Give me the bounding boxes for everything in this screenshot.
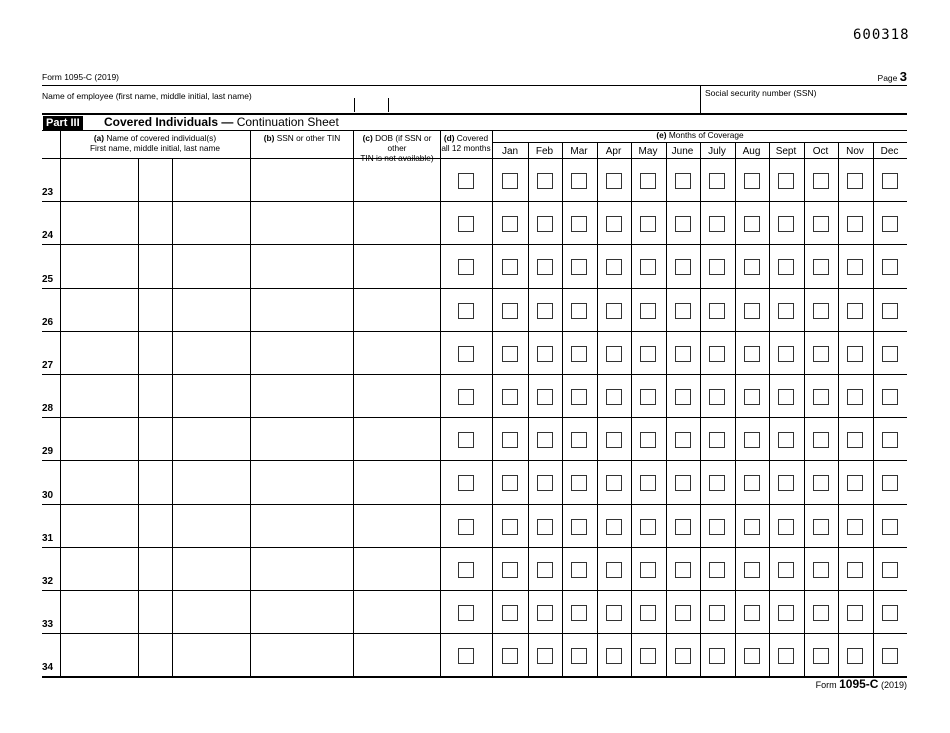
month-checkbox-oct[interactable] [813,605,829,621]
month-checkbox-feb[interactable] [537,389,553,405]
month-checkbox-may[interactable] [640,303,656,319]
month-label-aug: Aug [742,146,761,157]
month-checkbox-nov[interactable] [847,389,863,405]
form-identifier: Form 1095-C (2019) [42,72,120,82]
covered-all-12-months-checkbox[interactable] [458,648,474,664]
employee-name-field[interactable] [390,98,699,112]
dob-field[interactable] [354,375,439,416]
column-divider [597,142,598,676]
month-checkbox-oct[interactable] [813,389,829,405]
month-checkbox-mar[interactable] [571,389,587,405]
row-rule [42,244,907,245]
month-checkbox-july[interactable] [709,432,725,448]
month-checkbox-dec[interactable] [882,605,898,621]
month-checkbox-sept[interactable] [778,346,794,362]
month-checkbox-sept[interactable] [778,216,794,232]
month-checkbox-jan[interactable] [502,346,518,362]
month-checkbox-dec[interactable] [882,432,898,448]
month-checkbox-apr[interactable] [606,432,622,448]
month-checkbox-dec[interactable] [882,173,898,189]
first-name-field[interactable] [61,245,137,286]
ssn-tin-field[interactable] [251,591,352,632]
month-checkbox-oct[interactable] [813,475,829,491]
row-number: 31 [42,533,54,544]
month-checkbox-sept[interactable] [778,605,794,621]
header-rule [42,85,907,86]
middle-initial-field[interactable] [139,332,171,373]
dob-field[interactable] [354,461,439,502]
month-checkbox-sept[interactable] [778,562,794,578]
month-checkbox-feb[interactable] [537,346,553,362]
month-checkbox-feb[interactable] [537,216,553,232]
middle-initial-field[interactable] [139,418,171,459]
column-divider [804,142,805,676]
month-checkbox-july[interactable] [709,605,725,621]
month-checkbox-oct[interactable] [813,216,829,232]
row-number: 33 [42,619,54,630]
month-checkbox-aug[interactable] [744,173,760,189]
month-checkbox-june[interactable] [675,562,691,578]
column-divider [492,130,493,676]
covered-all-12-months-checkbox[interactable] [458,303,474,319]
month-checkbox-aug[interactable] [744,562,760,578]
month-checkbox-june[interactable] [675,173,691,189]
month-checkbox-dec[interactable] [882,475,898,491]
month-checkbox-mar[interactable] [571,432,587,448]
row-rule [42,547,907,548]
month-checkbox-sept[interactable] [778,519,794,535]
ssn-tin-field[interactable] [251,505,352,546]
middle-initial-field[interactable] [139,548,171,589]
month-checkbox-may[interactable] [640,259,656,275]
dob-field[interactable] [354,289,439,330]
row-number: 27 [42,360,54,371]
last-name-field[interactable] [173,418,249,459]
month-checkbox-sept[interactable] [778,173,794,189]
month-label-sept: Sept [775,146,797,157]
row-rule [42,633,907,634]
month-checkbox-june[interactable] [675,519,691,535]
middle-initial-field[interactable] [139,505,171,546]
last-name-field[interactable] [173,245,249,286]
column-b-header: (b) SSN or other TIN [263,133,341,143]
month-checkbox-sept[interactable] [778,259,794,275]
row-number: 29 [42,446,54,457]
month-checkbox-mar[interactable] [571,173,587,189]
last-name-field[interactable] [173,289,249,330]
month-checkbox-apr[interactable] [606,303,622,319]
month-checkbox-apr[interactable] [606,173,622,189]
month-checkbox-oct[interactable] [813,562,829,578]
row-rule [42,417,907,418]
ssn-tin-field[interactable] [251,548,352,589]
column-divider [735,142,736,676]
month-checkbox-apr[interactable] [606,216,622,232]
ssn-tin-field[interactable] [251,418,352,459]
month-checkbox-oct[interactable] [813,303,829,319]
month-checkbox-oct[interactable] [813,432,829,448]
month-checkbox-apr[interactable] [606,519,622,535]
ssn-tin-field[interactable] [251,202,352,243]
month-checkbox-may[interactable] [640,389,656,405]
month-checkbox-oct[interactable] [813,259,829,275]
month-checkbox-aug[interactable] [744,432,760,448]
row-rule [42,201,907,202]
month-label-july: July [708,146,726,157]
dob-field[interactable] [354,332,439,373]
column-divider [440,130,441,676]
form-barcode-number: 600318 [853,27,910,43]
month-checkbox-jan[interactable] [502,648,518,664]
month-checkbox-july[interactable] [709,519,725,535]
row-number: 34 [42,662,54,673]
dob-field[interactable] [354,548,439,589]
month-checkbox-nov[interactable] [847,562,863,578]
month-checkbox-sept[interactable] [778,648,794,664]
month-label-feb: Feb [535,146,554,157]
ssn-tin-field[interactable] [251,289,352,330]
month-checkbox-july[interactable] [709,303,725,319]
month-checkbox-oct[interactable] [813,173,829,189]
page-number: Page 3 [877,69,907,84]
month-checkbox-mar[interactable] [571,562,587,578]
ssn-divider [700,85,701,113]
ssn-tin-field[interactable] [251,159,352,200]
form-footer: Form 1095-C (2019) [815,677,907,691]
month-checkbox-feb[interactable] [537,475,553,491]
month-checkbox-oct[interactable] [813,648,829,664]
covered-all-12-months-checkbox[interactable] [458,216,474,232]
month-checkbox-feb[interactable] [537,519,553,535]
dob-field[interactable] [354,159,439,200]
month-checkbox-jan[interactable] [502,605,518,621]
month-checkbox-july[interactable] [709,216,725,232]
month-checkbox-june[interactable] [675,605,691,621]
month-checkbox-apr[interactable] [606,389,622,405]
covered-all-12-months-checkbox[interactable] [458,519,474,535]
month-checkbox-nov[interactable] [847,432,863,448]
month-checkbox-apr[interactable] [606,475,622,491]
month-checkbox-may[interactable] [640,346,656,362]
month-checkbox-mar[interactable] [571,648,587,664]
column-d-header: (d) Covered all 12 months [441,133,491,153]
month-checkbox-june[interactable] [675,346,691,362]
dob-field[interactable] [354,418,439,459]
covered-all-12-months-checkbox[interactable] [458,346,474,362]
row-number: 32 [42,576,54,587]
month-label-june: June [671,146,694,157]
first-name-field[interactable] [61,375,137,416]
month-checkbox-aug[interactable] [744,389,760,405]
month-checkbox-jan[interactable] [502,389,518,405]
month-checkbox-sept[interactable] [778,475,794,491]
month-checkbox-aug[interactable] [744,259,760,275]
first-name-field[interactable] [61,418,137,459]
middle-initial-field[interactable] [139,289,171,330]
month-checkbox-may[interactable] [640,216,656,232]
row-rule [42,374,907,375]
first-name-field[interactable] [61,202,137,243]
month-checkbox-apr[interactable] [606,562,622,578]
first-name-field[interactable] [61,505,137,546]
month-checkbox-aug[interactable] [744,648,760,664]
ssn-tin-field[interactable] [251,634,352,675]
month-checkbox-apr[interactable] [606,605,622,621]
month-checkbox-aug[interactable] [744,605,760,621]
employee-name-label: Name of employee (first name, middle initial, last name) [42,91,252,101]
row-rule [42,331,907,332]
month-checkbox-july[interactable] [709,389,725,405]
month-checkbox-nov[interactable] [847,173,863,189]
month-checkbox-july[interactable] [709,648,725,664]
month-checkbox-may[interactable] [640,475,656,491]
part-title: Covered Individuals — Continuation Sheet [104,115,339,129]
month-checkbox-dec[interactable] [882,259,898,275]
middle-initial-field[interactable] [139,634,171,675]
middle-initial-field[interactable] [139,375,171,416]
month-checkbox-aug[interactable] [744,216,760,232]
covered-all-12-months-checkbox[interactable] [458,475,474,491]
month-checkbox-dec[interactable] [882,346,898,362]
month-checkbox-dec[interactable] [882,562,898,578]
month-checkbox-apr[interactable] [606,648,622,664]
first-name-field[interactable] [61,159,137,200]
last-name-field[interactable] [173,591,249,632]
ssn-tin-field[interactable] [251,332,352,373]
dob-field[interactable] [354,505,439,546]
month-checkbox-aug[interactable] [744,303,760,319]
month-checkbox-june[interactable] [675,303,691,319]
last-name-field[interactable] [173,505,249,546]
covered-all-12-months-checkbox[interactable] [458,605,474,621]
month-checkbox-jan[interactable] [502,475,518,491]
column-a-header: (a) Name of covered individual(s) First name, middle initial, last name [89,133,221,153]
month-checkbox-feb[interactable] [537,562,553,578]
last-name-field[interactable] [173,202,249,243]
part-badge: Part III [43,116,83,130]
month-checkbox-july[interactable] [709,259,725,275]
row-number: 28 [42,403,54,414]
row-number: 24 [42,230,54,241]
row-number: 26 [42,317,54,328]
ssn-field[interactable] [702,98,907,112]
month-checkbox-june[interactable] [675,475,691,491]
ssn-tin-field[interactable] [251,375,352,416]
last-name-field[interactable] [173,159,249,200]
month-checkbox-nov[interactable] [847,475,863,491]
month-checkbox-sept[interactable] [778,432,794,448]
covered-all-12-months-checkbox[interactable] [458,173,474,189]
column-divider [873,142,874,676]
month-checkbox-may[interactable] [640,605,656,621]
month-checkbox-nov[interactable] [847,648,863,664]
month-label-dec: Dec [880,146,899,157]
month-checkbox-apr[interactable] [606,346,622,362]
covered-all-12-months-checkbox[interactable] [458,389,474,405]
column-c-header: (c) DOB (if SSN or other TIN is not available) [360,133,434,163]
month-checkbox-nov[interactable] [847,605,863,621]
month-checkbox-nov[interactable] [847,259,863,275]
last-name-field[interactable] [173,461,249,502]
column-divider [838,142,839,676]
month-checkbox-mar[interactable] [571,346,587,362]
name-divider [388,98,389,112]
month-checkbox-feb[interactable] [537,432,553,448]
month-checkbox-june[interactable] [675,216,691,232]
month-checkbox-nov[interactable] [847,346,863,362]
month-checkbox-aug[interactable] [744,519,760,535]
month-checkbox-jan[interactable] [502,303,518,319]
covered-all-12-months-checkbox[interactable] [458,432,474,448]
month-checkbox-mar[interactable] [571,605,587,621]
month-checkbox-july[interactable] [709,475,725,491]
month-checkbox-dec[interactable] [882,648,898,664]
month-checkbox-dec[interactable] [882,389,898,405]
first-name-field[interactable] [61,332,137,373]
last-name-field[interactable] [173,548,249,589]
month-checkbox-sept[interactable] [778,389,794,405]
first-name-field[interactable] [61,548,137,589]
month-checkbox-jan[interactable] [502,216,518,232]
month-label-mar: Mar [570,146,588,157]
middle-initial-field[interactable] [139,245,171,286]
month-checkbox-mar[interactable] [571,519,587,535]
ssn-tin-field[interactable] [251,245,352,286]
column-e-header: (e) Months of Coverage [656,130,744,140]
month-label-oct: Oct [812,146,829,157]
month-checkbox-feb[interactable] [537,605,553,621]
month-checkbox-sept[interactable] [778,303,794,319]
month-checkbox-may[interactable] [640,648,656,664]
month-checkbox-dec[interactable] [882,303,898,319]
row-rule [42,676,907,678]
middle-initial-field[interactable] [139,202,171,243]
month-checkbox-dec[interactable] [882,519,898,535]
month-checkbox-may[interactable] [640,519,656,535]
dob-field[interactable] [354,634,439,675]
month-checkbox-feb[interactable] [537,259,553,275]
row-number: 23 [42,187,54,198]
row-number: 25 [42,274,54,285]
first-name-field[interactable] [61,591,137,632]
month-checkbox-july[interactable] [709,562,725,578]
month-checkbox-may[interactable] [640,173,656,189]
row-rule [42,504,907,505]
covered-all-12-months-checkbox[interactable] [458,259,474,275]
month-checkbox-june[interactable] [675,259,691,275]
month-checkbox-july[interactable] [709,173,725,189]
ssn-label: Social security number (SSN) [705,88,817,98]
dob-field[interactable] [354,245,439,286]
column-divider [769,142,770,676]
month-checkbox-mar[interactable] [571,259,587,275]
month-checkbox-dec[interactable] [882,216,898,232]
month-checkbox-june[interactable] [675,648,691,664]
column-divider [666,142,667,676]
dob-field[interactable] [354,202,439,243]
row-rule [42,460,907,461]
first-name-field[interactable] [61,461,137,502]
month-checkbox-mar[interactable] [571,303,587,319]
column-divider [631,142,632,676]
middle-initial-field[interactable] [139,461,171,502]
month-checkbox-may[interactable] [640,432,656,448]
month-checkbox-feb[interactable] [537,303,553,319]
row-rule [42,590,907,591]
column-divider [700,142,701,676]
first-name-field[interactable] [61,289,137,330]
row-rule [42,288,907,289]
month-checkbox-oct[interactable] [813,519,829,535]
month-label-nov: Nov [846,146,864,157]
month-checkbox-apr[interactable] [606,259,622,275]
month-checkbox-june[interactable] [675,389,691,405]
name-divider [354,98,355,112]
month-checkbox-nov[interactable] [847,216,863,232]
middle-initial-field[interactable] [139,159,171,200]
last-name-field[interactable] [173,634,249,675]
month-checkbox-feb[interactable] [537,648,553,664]
column-divider [528,142,529,676]
row-number: 30 [42,490,54,501]
month-checkbox-nov[interactable] [847,519,863,535]
month-checkbox-aug[interactable] [744,346,760,362]
month-checkbox-jan[interactable] [502,562,518,578]
dob-field[interactable] [354,591,439,632]
month-checkbox-aug[interactable] [744,475,760,491]
month-label-apr: Apr [605,146,622,157]
month-checkbox-july[interactable] [709,346,725,362]
month-checkbox-jan[interactable] [502,432,518,448]
column-divider [562,142,563,676]
ssn-tin-field[interactable] [251,461,352,502]
month-label-jan: Jan [501,146,519,157]
last-name-field[interactable] [173,375,249,416]
last-name-field[interactable] [173,332,249,373]
month-checkbox-feb[interactable] [537,173,553,189]
month-checkbox-oct[interactable] [813,346,829,362]
month-checkbox-jan[interactable] [502,259,518,275]
month-label-may: May [638,146,658,157]
month-checkbox-jan[interactable] [502,173,518,189]
month-checkbox-jan[interactable] [502,519,518,535]
month-checkbox-mar[interactable] [571,475,587,491]
month-checkbox-nov[interactable] [847,303,863,319]
first-name-field[interactable] [61,634,137,675]
month-checkbox-may[interactable] [640,562,656,578]
month-checkbox-mar[interactable] [571,216,587,232]
month-checkbox-june[interactable] [675,432,691,448]
middle-initial-field[interactable] [139,591,171,632]
covered-all-12-months-checkbox[interactable] [458,562,474,578]
